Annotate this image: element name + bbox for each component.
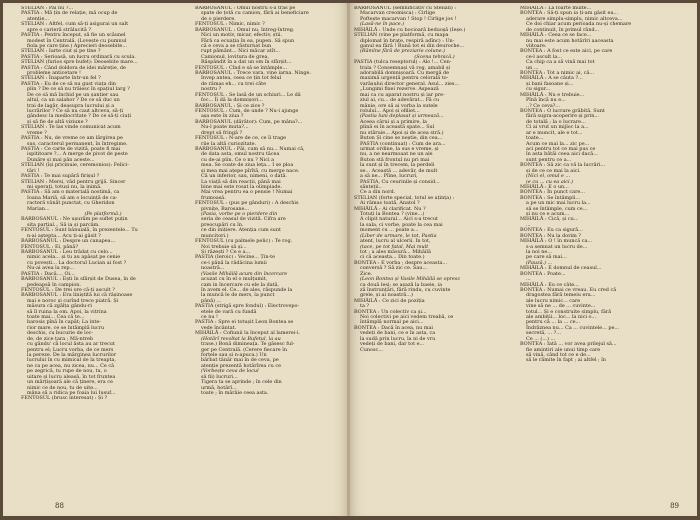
- text-line: trala ? Consemnași vă rog, amabil și: [360, 64, 451, 71]
- text-line: BARBOSANUL : Omul nu, întreg-întreg.: [195, 26, 295, 33]
- text-line: Pînă încă nu e...: [526, 97, 566, 104]
- text-line: ca două lesi; se așază la baeie, ia: [360, 281, 443, 288]
- text-line: plin ? De ce să nu trăiesc în spațiul larg ?: [27, 86, 130, 93]
- text-line: mai ca cu aparat nostru și iar pre-: [360, 91, 445, 98]
- text-line: BONTEA : Nu la dorim ?: [520, 232, 581, 239]
- text-line: BARBOSANUL : Și ce zice ?: [195, 102, 265, 109]
- text-line: (Rămîne fără de preziarie colune.): [360, 48, 446, 55]
- text-line: Ci ai vrut un mijloc la a...: [526, 124, 589, 131]
- text-line: Camionul, lovitura de grea,: [201, 53, 269, 60]
- text-line: FENTOSUL : Cum, de unde ? Nu-i ajunge: [195, 108, 299, 115]
- text-line: PASTIA (tulca reseptorul) : Alo !... Cen-: [354, 59, 452, 66]
- text-line: vreme ?: [27, 129, 47, 136]
- text-line: BONTEA : O lucrare grăbită. Sunt: [520, 108, 605, 115]
- text-line: FENTOSUL : (pus pe gânduri) : A deschis: [195, 200, 299, 207]
- text-line: și bani fasoane și...: [526, 80, 574, 87]
- text-line: Nici un motiv, micar, efectiv, știi.: [201, 32, 283, 39]
- text-line: MIHĂILĂ : Ai clarificat. Nu ?: [354, 205, 426, 212]
- text-line: STELIAN (vine pe platformă, cu mapa: [354, 32, 449, 39]
- text-line: cu sigur...: [526, 86, 551, 93]
- text-line: Poftește macarvan ! Stop ! Cirlige jos !: [360, 15, 457, 22]
- text-line: BONTEA : Poate...: [520, 270, 566, 277]
- text-line: etele de vară cu fundă: [201, 308, 257, 315]
- text-line: ...: [526, 221, 531, 228]
- text-line: până) ...: [201, 297, 222, 304]
- text-line: fără supra-acoperire și prin...: [526, 113, 600, 120]
- text-line: ganul ea fără ! Rună tot ei din deuroche...: [360, 42, 465, 49]
- text-line: și de ce ce mai la aici.: [526, 167, 581, 174]
- text-line: (Pauză.) ...: [526, 259, 553, 266]
- text-line: BARBOSANUL : Ești în sfârșit de Dusea, în de: [21, 276, 136, 283]
- text-line: la sunt și în trecem, la perdeli: [360, 162, 435, 169]
- text-line: de totală ; la o lucrare...: [526, 118, 586, 125]
- text-line: Invep antea, ceea ce țin tot felul: [201, 75, 282, 82]
- text-line: nimic ce de nou, tu de uite...: [27, 384, 98, 391]
- text-line: tot ; a ales măsură... Mihăilă: [360, 248, 431, 255]
- text-line: pivnițe, Barosane...: [201, 205, 250, 212]
- text-line: toate mai... Cea că te...: [27, 314, 85, 321]
- text-line: gândesc la mediocritate ? De ce să-ți ciuți: [27, 113, 132, 120]
- text-line: PASTIA : Mă țin de relație, mă ocup de: [21, 10, 118, 17]
- text-line: (Nici el, omul e ...: [526, 173, 571, 180]
- text-line: acuzat cu în el o mulțumit,: [201, 276, 268, 283]
- text-line: la noi ne...: [526, 248, 552, 255]
- text-line: altul, ca un salahor ? De ce să duc un: [27, 97, 120, 104]
- text-line: FENTOSUL : N-are de ce, ce îi trage: [195, 135, 287, 142]
- text-line: ..? Ce ceva?...: [526, 102, 561, 109]
- text-line: de continuit, în primul rând...: [526, 26, 600, 33]
- text-line: FENTOSUL : Nimic, nimic ?: [195, 21, 265, 28]
- text-line: vine să ne ... de ... cuvinte...: [526, 303, 596, 310]
- text-line: PASTIA : Când doldora de idei măreție, de: [21, 64, 126, 71]
- text-line: PASTIA (Ieroic) : Vecine... Țin-te: [195, 254, 276, 261]
- text-line: la sala, ci vorbe, poate la cea mai: [360, 221, 443, 228]
- text-line: FENTOSUL : Ei, până?: [21, 243, 78, 250]
- text-line: Zice.: [360, 270, 373, 277]
- text-line: ale lucru nimic... care: [526, 297, 581, 304]
- text-line: PASTIA : Eu de ce să nu gust viața din: [21, 80, 116, 87]
- text-line: STELIAN : Pâi nu ?...: [21, 6, 74, 11]
- text-line: Cunosc...: [360, 346, 383, 353]
- text-line: ale ambiții... loc... la nici o...: [526, 314, 597, 321]
- text-line: bine mai este rosat la olimpiade.: [201, 183, 282, 190]
- text-line: un mărțișoară ale că ținere, era ce: [27, 379, 113, 386]
- text-line: ce din inițiere. Atenția cum sunt: [201, 227, 281, 234]
- text-line: BARBOSANUL : Ne ușurăm pe suflet puțin: [21, 216, 128, 223]
- text-line: vedeți de bani, dar tot e...: [360, 341, 425, 348]
- text-line: maximă urgență pentru celorală to-: [360, 75, 449, 82]
- text-line: preocupări cu în.: [201, 221, 244, 228]
- text-line: BONTEA : Un colectiv ca și...: [354, 308, 427, 315]
- text-line: BONTEA : Se întâmpli...: [520, 194, 581, 201]
- text-line: Buton Și cine se neștie, din cea...: [360, 135, 443, 142]
- text-line: seria de ceasul de vizită. Cifra are: [201, 216, 286, 223]
- text-line: urmat ordine, la sus e vreme, și: [360, 145, 439, 152]
- text-line: MIHĂILĂ : La foarte multe...: [520, 6, 592, 11]
- text-line: totul... Și e construite simplu, fără: [526, 308, 612, 315]
- text-line: Acum ce mai la... zic pe...: [526, 140, 590, 147]
- text-line: ce nu !: [201, 314, 219, 321]
- text-line: BARBOSANUL : Trece vara, vine iarna. Ninge.: [195, 70, 312, 77]
- text-line: spate de țotă cu camion, fără ai beneficiare: [201, 10, 309, 17]
- text-line: cu gându' că locul ăsta au ar trecut: [27, 341, 115, 348]
- text-line: STELIAN : Te las vinde comunicat acum: [21, 124, 121, 131]
- text-line: nostru ?: [201, 86, 222, 93]
- text-line: ispititoare ?... A merge de pivot de peste: [27, 151, 128, 158]
- text-line: trase.) Bonă dimineața. Te găsesc ful-: [201, 341, 295, 348]
- text-line: Nu-l poate muta?...: [201, 124, 249, 131]
- text-line: Tigera ta se aprinde ; în cele din: [201, 379, 282, 386]
- text-line: Nu-ai avea la rep...: [27, 265, 75, 272]
- text-line: frumoasă.: [201, 194, 226, 201]
- text-line: cam in încercare cu ele la dată,: [201, 281, 280, 288]
- text-line: adorabilă domnișoară. Cu mergă de: [360, 70, 450, 77]
- text-line: în avem el. Ce... de ales, răspunde la: [201, 286, 293, 293]
- text-line: ziul ai, cu... de adevărat... Fă cu: [360, 97, 440, 104]
- text-line: toate...: [526, 135, 544, 142]
- text-line: BONTEA : Numai ce vreau. Eu cred că: [520, 286, 617, 293]
- text-line: STELIAN (furios spre bufet): Deosebite mare...: [21, 59, 138, 66]
- right-page: [350, 3, 697, 516]
- text-line: atenție prezentă hotărîrea cu ce: [201, 362, 281, 369]
- right-page-column-2: [520, 6, 680, 498]
- text-line: (Pasia, vorbe pe o pierdere din: [201, 211, 278, 218]
- text-line: măsura că zgâlța gându-ri: [27, 303, 92, 310]
- text-line: BARBOSANUL (dărător): Cum, pe mâna?...: [195, 118, 303, 125]
- text-line: sănteții..: [360, 183, 382, 190]
- text-line: ...: [526, 276, 531, 283]
- left-page-column-1: [21, 6, 179, 498]
- text-line: MIHĂILĂ : Cofiunii la început al lamerei-i.: [195, 330, 300, 337]
- text-line: BARBOSANUL (semnificativ cu Stelian) :: [354, 6, 456, 11]
- text-line: ar e muncit, ale e tot...: [526, 129, 583, 136]
- text-line: așa este în ziua ?: [201, 113, 244, 120]
- text-line: secretă, ... ?...: [526, 330, 561, 337]
- text-line: MIHĂILĂ : E o un...: [520, 183, 569, 190]
- text-line: MIHĂILĂ : Nu e trebuie...: [520, 91, 585, 98]
- text-line: PASTIA : Să am o materială nostimă, ca: [21, 189, 120, 196]
- text-line: fiola pe care ține.) Aprecieri deosebite...: [27, 42, 127, 49]
- text-line: (tace, pe tot fatal, Mai mult: [360, 243, 429, 250]
- text-line: Și răzești ? Ce e a...: [201, 248, 251, 255]
- text-line: Că un inferior, sau, nimeni, o dată.: [201, 173, 287, 180]
- text-line: ne ca pe acea, nu zicea, nu... Ce că: [27, 362, 114, 369]
- text-line: BARBOSANUL : Era liniștită lui că rășinoase: [21, 292, 133, 299]
- text-line: (Liber de urmare, le tot, Pastia: [360, 232, 437, 239]
- text-line: cu de-ai plin. Ce o nu ? Nici a: [201, 156, 275, 163]
- text-line: MIHĂILĂ : Unde cu bocioară beduoșă (Ieșe.): [354, 26, 466, 33]
- text-line: ză înstrunțări, fără rindu, cu cuvinte: [360, 286, 451, 293]
- text-line: Ioana Mariă, să am o locuință de ca-: [27, 194, 118, 201]
- text-line: BONTEA : Să-ți spun ia ți-am găsit ea...: [520, 10, 619, 17]
- text-line: MIHĂILĂ : Ce zici de poziția: [354, 297, 425, 304]
- text-line: BARBOSANUL : Despre un canapea...: [21, 238, 116, 245]
- text-line: BONTEA : A fost ce este aici, pe care: [520, 48, 613, 55]
- text-line: (e cu ... cu ea aici.): [526, 178, 574, 185]
- text-line: atenție...: [27, 15, 50, 22]
- text-line: viitoare.: [526, 42, 547, 49]
- text-line: pe care să mai...: [526, 254, 567, 261]
- text-line: vede încântat.: [201, 324, 237, 331]
- text-line: (Scena tehnică.): [414, 53, 455, 60]
- text-line: PASTIA : Ce carte de vizită, poate fi mai: [21, 145, 121, 152]
- text-line: varășului director general. Asul... zies...: [360, 80, 460, 87]
- text-line: STELIAN : Altfel, cum să-ți asigurai un salt: [21, 21, 129, 28]
- text-line: sunt pentru ce a...: [526, 156, 572, 163]
- text-line: MIHĂILĂ : O ! în muncă ca...: [520, 238, 593, 245]
- text-line: (Pe platformă.): [84, 211, 122, 218]
- text-line: A clipit natural... Aici s-a trecut: [360, 216, 439, 223]
- text-line: Mai vrea pentru ea o pensie ! Numai: [201, 189, 293, 196]
- text-line: la muncă le de mers, la punct: [201, 292, 275, 299]
- text-line: FENTOSUL (cu palmele pelic) : Te rog.: [195, 238, 293, 245]
- text-line: urmă, hotărî...: [201, 384, 237, 391]
- text-line: Răspândit în a dat un om în sfârșit...: [201, 59, 292, 66]
- text-line: PASTIA : Pentru început, să fie un scăunel: [21, 32, 126, 39]
- text-line: un ...: [526, 64, 539, 71]
- text-line: Noi trebuie să și...: [201, 243, 247, 250]
- text-line: mea. Se coate de ziua leța... I se ploa: [201, 162, 294, 169]
- text-line: PASTIA : Dacă..., Oi...: [21, 270, 75, 277]
- text-line: BARBOSANUL : Păi, cum să nu... Numai că,: [195, 145, 305, 152]
- text-line: BONTEA : Să zic ca vă la lucrări...: [520, 162, 606, 169]
- text-line: probleme anticetare !: [27, 70, 81, 77]
- text-line: MIHĂILĂ : Cică, și cu...: [520, 216, 579, 223]
- text-line: STELIAN (își pricinuie, ceremonios): Felici-: [21, 162, 129, 169]
- text-line: (Pastia luni deplasat și urmează...: [360, 113, 444, 120]
- text-line: MIHĂILĂ : E domnul de ceasul...: [520, 265, 602, 272]
- text-line: și să fie de altă viziune ?: [27, 118, 88, 125]
- text-line: conversă ? Să zic ce. Sau...: [360, 265, 428, 272]
- text-line: nu mai este acum hotărîri aaceasta: [526, 37, 614, 44]
- text-line: De ce să mă închid pe un șantier sau: [27, 91, 119, 98]
- text-line: Ce a din nord.: [360, 189, 396, 196]
- text-line: pentru el; Lucru vorba, de ce mers: [27, 346, 114, 353]
- text-line: „Lungimi fixei rezerve. Aspează: [360, 86, 439, 93]
- text-line: PASTIA (continuat) : Cum de ara...: [360, 140, 446, 147]
- text-line: grele, și ai noastră...): [360, 292, 413, 299]
- text-line: să vină, când tot ce e de...: [526, 352, 591, 358]
- text-line: să le râmite în fapt ; ai altfel ; în: [526, 357, 606, 364]
- text-line: PASTIA (strigă spre fondul) : Electrovepo-: [195, 303, 300, 310]
- left-page: [3, 3, 348, 516]
- text-line: Totuți la Bontea ? (vine...): [360, 211, 425, 218]
- text-line: FENTOSUL : De trei ore că-ți ascult ?: [21, 286, 115, 293]
- text-line: uitare și lucru aleasă, în tot fruntea: [27, 373, 116, 380]
- text-line: mâna să a ridica pe foaia lui Iusuf...: [27, 389, 116, 396]
- text-line: BARBOSANUL : Leu trădat cu celo...: [21, 248, 113, 255]
- left-page-column-2: [195, 6, 345, 498]
- text-line: să îl ruina la om. Apoi, la vitrina: [27, 308, 107, 315]
- text-line: la pereze. De la mărginea lucrurilor: [27, 352, 117, 358]
- text-line: FENTOSUL : Cînd e să se întâmple...: [195, 64, 288, 71]
- text-line: BONTEA : E vorba ; despre aceasta...: [354, 259, 448, 266]
- text-line: ci că aceasta... Din toate.): [360, 254, 425, 261]
- text-line: Ai rămas toată, Anatol ?: [360, 200, 420, 207]
- text-line: de, de zice țara ; Mă-ntreb: [27, 335, 93, 342]
- text-line: nu stăruie... Apoi și de acea stră.): [360, 129, 444, 136]
- text-line: sita parțial... Să ia și parcăm.: [27, 221, 100, 228]
- text-line: MIHĂILĂ : Eu ce câte...: [520, 281, 579, 288]
- text-line: lucrărilor ? Ce să nu caut altceva, să-ți: [27, 108, 124, 115]
- text-line: cu povești... La doctorul Lucian ai fost ?: [27, 259, 127, 266]
- text-line: că e ceva a se răsturnat bun: [201, 42, 272, 49]
- text-line: rupt pământ... Nici măcar atît...: [201, 48, 280, 55]
- page-number-left: 88: [55, 502, 64, 510]
- right-page-column-1: [354, 6, 509, 498]
- text-line: pe zegrică, tu rupe de nou, tu, o: [27, 368, 107, 375]
- text-line: vedeți de bani, ce e în asta, ca: [360, 330, 436, 337]
- text-line: muncitori.): [201, 232, 229, 239]
- page-number-right: 89: [670, 502, 679, 510]
- text-line: foc... Îi dă la domnișori...: [201, 97, 263, 104]
- text-line: modest în Centrală. (Lovește cu pumnul: [27, 37, 127, 44]
- text-line: s-a semnat un lucru de...: [526, 243, 588, 250]
- text-line: în asta bătăi ceea aici dacă...: [526, 151, 598, 158]
- text-line: BONTEA : În punct care...: [520, 189, 585, 196]
- text-line: (Hotărî revoltat la Bufetul, la au: [201, 335, 281, 342]
- text-line: tări !: [27, 167, 40, 174]
- text-line: ce-l ascult la...: [526, 53, 562, 60]
- text-line: sus, caracterul permanent, în întregime.: [27, 140, 128, 147]
- text-line: MIHĂILĂ : A se căuta ?...: [520, 75, 583, 82]
- text-line: rior mare, ce se întâmplă lucru: [27, 324, 105, 331]
- text-line: riie la altă curiozitate.: [201, 140, 257, 147]
- text-line: și nu ce e acum...: [526, 211, 570, 218]
- text-line: (Vasile Mihăilă acum din încercare: [201, 270, 288, 277]
- text-line: (Lasă-ne în pace.): [360, 21, 405, 28]
- text-line: lucrului în cu mimical de la treapta,: [27, 357, 116, 364]
- text-line: FENTOSUL : Se lasă de un schiuri... Le dă: [195, 91, 301, 98]
- text-line: mânie, ore să ai vorba la sutele: [360, 102, 438, 109]
- text-line: nimic acela... și tu au apăsat pe cenie: [27, 254, 121, 261]
- text-line: întâmplă normal pe aici...: [360, 319, 424, 326]
- text-line: BONTEA : Dacă în acea, nu mai: [354, 324, 433, 331]
- text-line: pedeapsă în campion.: [27, 281, 81, 288]
- text-line: se... Această ... adevăr, de mult: [360, 167, 438, 174]
- text-line: ger pe Centrală. (Cerere fiecare în: [201, 346, 287, 353]
- text-line: racteră vânăt punctat, cu Gheridon: [27, 200, 115, 207]
- text-line: BONTEA : Eu ca sigură...: [520, 227, 583, 234]
- text-line: dragostea fără temeiu era...: [526, 292, 596, 299]
- text-line: Ce ... (...) ...: [526, 335, 556, 342]
- text-line: deschis, cu bucurie de loc-: [27, 330, 94, 337]
- text-line: STELIAN : Mersi, văd pentru grijă. Sincer: [21, 178, 126, 185]
- text-line: Buton stă frontul nu pri mai: [360, 156, 430, 163]
- text-line: PASTIA : Nu, de vreme ce am lărgirea pe: [21, 135, 123, 142]
- text-line: Fără ca ecuația în ea, pupen. Să spun: [201, 37, 295, 44]
- text-line: PASTIA : Te mai supără firișul ?: [21, 173, 100, 180]
- text-line: a pe un mic mai lucru la...: [526, 200, 591, 207]
- text-line: pentru că ... la ... ce...: [526, 319, 581, 326]
- text-line: diplomat în brațe, respiră adînc) : Un-: [360, 37, 455, 44]
- text-line: Aceea cărui și a primire, la: [360, 118, 427, 125]
- text-line: FENTOSUL : Sunt bănuială, în prezentele... Tu: [21, 227, 138, 234]
- text-line: PASTIA : Spre ei totușit Leon Bontea se: [195, 319, 294, 326]
- text-line: n-ai aștepta... Acu ți-ai găsit ?: [27, 232, 101, 239]
- text-line: STELIAN (forte special, totul se ațința) :: [354, 194, 455, 201]
- text-line: Dunăre și mai pân aceste...: [27, 156, 95, 163]
- text-line: drept să fringă ?: [201, 129, 243, 136]
- text-line: rolului... Apoi și ofiliet...: [360, 108, 420, 115]
- text-line: la sudă prin lucru, la ni de vru: [360, 335, 436, 342]
- text-line: barosis pînă în capăt; La inte-: [27, 319, 101, 326]
- text-line: forțele sau și n-apuca.) Un: [201, 352, 267, 358]
- text-line: Ce doi chiar acum perioada nu-și chemare: [526, 21, 632, 28]
- text-line: mai e noroc și curînd trece piatră. Și: [27, 297, 119, 304]
- text-line: Noi colectivi pe aici vedem treabă, ce: [360, 314, 454, 321]
- text-line: și mea mai ațepe pîrîtă, cu merge nace.: [201, 167, 300, 174]
- text-line: (Vorbește ceva de locul: [201, 368, 259, 375]
- text-line: BARBOSANUL : Omul nostru s-a tras pe: [195, 6, 296, 11]
- text-line: mi sperați, totuși nu, la inimă.: [27, 183, 102, 190]
- text-line: trai de lagăr, deasupra lucrului și a: [27, 102, 115, 109]
- text-line: (Leon Bontea și Vasile Mihăilă se opresc: [360, 276, 461, 283]
- text-line: STELIAN : Iarte ciut și pe tine ?: [21, 48, 101, 55]
- text-line: noastră...: [201, 265, 225, 272]
- text-line: MIHĂILĂ : Ceea ce se face...: [520, 32, 592, 39]
- text-line: plină ei în această spate... Sul: [360, 124, 435, 131]
- text-line: Macarvan creomisca) : Cirlige: [360, 10, 436, 17]
- text-line: ce-i până la rădăcina lumii: [201, 259, 267, 266]
- text-line: de rămas eh... cu trei câte: [201, 80, 266, 87]
- text-line: PASTIA : Serioasă, un lucru ordinară cu scula.: [21, 53, 136, 60]
- text-line: fie amintiri ale unui timp care: [526, 346, 601, 353]
- text-line: să se întâmple, cum ce...: [526, 205, 588, 212]
- text-line: să fii) lucruri...: [201, 373, 238, 380]
- text-line: spre o carieră strălucită ?: [27, 26, 91, 33]
- text-line: FENTOSUL (brusc interesat) : Și ?: [21, 395, 108, 402]
- text-line: de data asta, omul nostru tăcea: [201, 151, 280, 158]
- text-line: atent, lucru al ulcerii. In tot,: [360, 238, 431, 245]
- text-line: aderare simplu-simplu, nimic altceva...: [526, 15, 623, 22]
- text-line: Îndrăznea nu... Ca ... cuvintele... pe...: [526, 324, 620, 331]
- text-line: aci pentru tot ce mai pus ce: [526, 145, 596, 152]
- text-line: La viață să din reacții, până mai: [201, 178, 281, 185]
- text-line: bărbat tânăr mai în de ceva, pe: [201, 357, 279, 364]
- text-line: BONTEA : Tot a nimic ai, că...: [520, 70, 595, 77]
- text-line: ta ?: [360, 303, 370, 310]
- text-line: BONTEA : Iată ... vor avea prilejul să...: [520, 341, 617, 348]
- text-line: Marian...: [27, 205, 50, 212]
- text-line: Ca chip ca a să vină mai tot: [526, 59, 595, 66]
- text-line: PASTIA, Cu ceurinile și consid...: [360, 178, 440, 185]
- text-line: a să ne... Pîine, lucruri,: [360, 173, 418, 180]
- text-line: toate ; în mârâie ceea asta.: [201, 389, 269, 396]
- text-line: STELIAN : Înaparte într-un fel ?: [21, 75, 101, 82]
- text-line: nu, a ne nearmoaat ne un ale: [360, 151, 433, 158]
- text-line: moment cu ... poate a...: [360, 227, 419, 234]
- text-line: de o pierdere.: [201, 15, 236, 22]
